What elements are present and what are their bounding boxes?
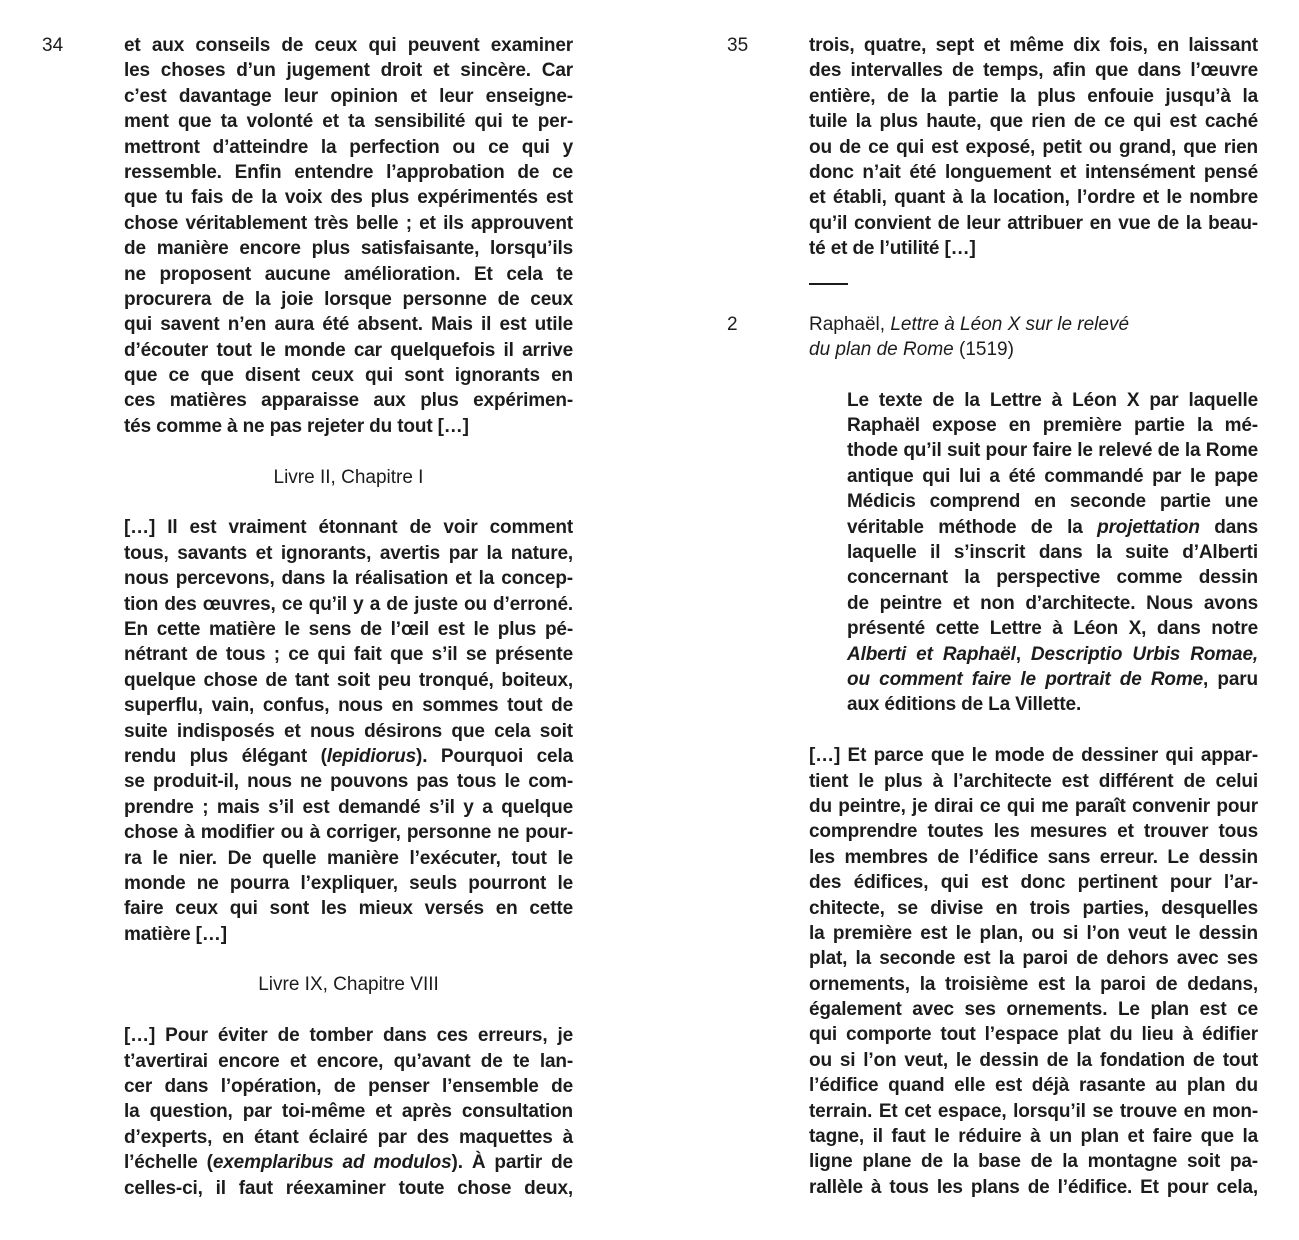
text-line: et établi, quant à la location, l’ordre et le nombre: [809, 187, 1258, 209]
text-line: Alberti et Raphaël, Descriptio Urbis Romae,: [847, 643, 1258, 665]
text-line: plat, la seconde est la paroi de dehors avec ses: [809, 948, 1258, 970]
note-introduction: [847, 388, 1258, 718]
text-line: […] Pour éviter de tomber dans ces erreurs, je: [124, 1025, 573, 1047]
text-line: Raphaël expose en première partie la mé-: [847, 415, 1258, 437]
text-line: également avec ses ornements. Le plan est ce: [809, 999, 1258, 1021]
text-line: tous, savants et ignorants, avertis par la nature,: [124, 542, 573, 564]
text-line: Médicis comprend en seconde partie une: [847, 491, 1258, 513]
text-line: té et de l’utilité […]: [809, 238, 976, 260]
text-line: ne proposent aucune amélioration. Et cela te: [124, 263, 573, 285]
text-line: quelque chose de tant soit peu tronqué, boiteux,: [124, 669, 573, 691]
text-line: c’est davantage leur opinion et leur enseigne-: [124, 85, 573, 107]
text-line: de manière encore plus satisfaisante, lorsqu’ils: [124, 238, 573, 260]
italic-term: projettation: [1097, 516, 1200, 538]
book-title: Alberti et Raphaël: [847, 643, 1016, 665]
paragraph-livre-9: [124, 1023, 573, 1201]
text-line: tagne, il faut le réduire à un plan et faire que la: [809, 1126, 1258, 1148]
text-line: présenté cette Lettre à Léon X, dans notre: [847, 618, 1258, 640]
text-line: cer dans l’opération, de penser l’ensemble de: [124, 1076, 573, 1098]
paragraph-continuation: [809, 33, 1258, 262]
text-line: les membres de l’édifice sans erreur. Le dessin: [809, 846, 1258, 868]
text-line: ces matières apparaisse aux plus expérimen-: [124, 390, 573, 412]
paragraph-livre-2: [124, 515, 573, 947]
text-line: [809, 312, 1258, 337]
text-line: qui comporte tout l’espace plat du lieu à édifier: [809, 1024, 1258, 1046]
text-line: celles-ci, il faut réexaminer toute chose deux,: [124, 1177, 573, 1199]
text-line: ou de ce qui est exposé, petit ou grand, que rien: [809, 136, 1258, 158]
text-line: Le texte de la Lettre à Léon X par laquelle: [847, 389, 1258, 411]
text-line: ligne plane de la base de la montagne soit pa-: [809, 1151, 1258, 1173]
text-line: les choses d’un jugement droit et sincère. Car: [124, 60, 573, 82]
text-line: […] Et parce que le mode de dessiner qui appar-: [809, 745, 1258, 767]
separator-rule: [809, 283, 848, 285]
text-line: chose véritablement très belle ; et ils approuvent: [124, 212, 573, 234]
text-line: rendu plus élégant (lepidiorus). Pourquoi cela: [124, 745, 573, 767]
text-line: comprendre toutes les mesures et trouver tous: [809, 821, 1258, 843]
text-line: ra le nier. De quelle manière l’exécuter, tout le: [124, 847, 573, 869]
text-line: donc n’ait été longuement et intensément pensé: [809, 161, 1258, 183]
text-line: thode qu’il suit pour faire le relevé de la Rome: [847, 440, 1258, 462]
text-line: t’avertirai encore et encore, qu’avant de te lan-: [124, 1050, 573, 1072]
text-line: que tu fais de la voix des plus expérimentés est: [124, 187, 573, 209]
text-line: des intervalles de temps, afin que dans l’œuvre: [809, 60, 1258, 82]
author: Raphaël,: [809, 313, 891, 335]
section-heading-livre-2: Livre II, Chapitre I: [273, 466, 424, 488]
text-line: de peintre et non d’architecte. Nous avons: [847, 592, 1258, 614]
page-number: 34: [42, 35, 64, 56]
text-line: rallèle à tous les plans de l’édifice. Et pour cela,: [809, 1176, 1258, 1198]
text-line: chose à modifier ou à corriger, personne ne pour-: [124, 822, 573, 844]
latin-term: exemplaribus ad modulos: [212, 1152, 452, 1174]
book-title: ou comment faire le portrait de Rome: [847, 668, 1204, 690]
note-title: [809, 312, 1258, 363]
text-line: superflu, vain, confus, nous en sommes tout de: [124, 695, 573, 717]
text-line: En cette matière le sens de l’œil est le plus pé-: [124, 618, 573, 640]
text-line: concernant la perspective comme dessin: [847, 567, 1258, 589]
text-line: tion des œuvres, ce qu’il y a de juste ou d’erroné.: [124, 593, 573, 615]
text-line: nétrant de tous ; ce qui fait que s’il se présente: [124, 644, 573, 666]
text-line: ou comment faire le portrait de Rome, paru: [847, 668, 1258, 690]
text-line: qu’il convient de leur attribuer en vue de la beau-: [809, 212, 1258, 234]
text-line: qui savent n’en aura été absent. Mais il est utile: [124, 314, 573, 336]
text-line: d’écouter tout le monde car quelquefois il arrive: [124, 339, 573, 361]
paragraph-continuation: [124, 33, 573, 439]
text-line: du peintre, je dirai ce qui me paraît convenir pour: [809, 795, 1258, 817]
text-line: monde ne pourra l’expliquer, seuls pourront le: [124, 872, 573, 894]
text-line: laquelle il s’inscrit dans la suite d’Alberti: [847, 542, 1258, 564]
note-number: 2: [727, 313, 738, 335]
year: (1519): [953, 338, 1014, 360]
text-line: mettront d’atteindre la perfection ou ce qui y: [124, 136, 573, 158]
text-line: se produit-il, nous ne pouvons pas tous le com-: [124, 771, 573, 793]
text-line: que ce que disent ceux qui sont ignorants en: [124, 365, 573, 387]
text-line: antique qui lui a été commandé par le pape: [847, 465, 1258, 487]
text-line: procurera de la joie lorsque personne de ceux: [124, 288, 573, 310]
note-heading: [727, 312, 1258, 363]
text-line: ressemble. Enfin entendre l’approbation de ce: [124, 161, 573, 183]
text-line: la question, par toi-même et après consultation: [124, 1101, 573, 1123]
quote-paragraph: [809, 743, 1258, 1200]
text-line: faire ceux qui sont les mieux versés en cette: [124, 898, 573, 920]
page-number: 35: [727, 35, 749, 56]
book-title: Descriptio Urbis Romae,: [1030, 643, 1258, 665]
text-line: ment que ta volonté et ta sensibilité qui te per-: [124, 111, 573, 133]
text-line: la première est le plan, ou si l’on veut le dessin: [809, 922, 1258, 944]
text-line: d’experts, en étant éclairé par des maquettes à: [124, 1126, 573, 1148]
text-line: et aux conseils de ceux qui peuvent examiner: [124, 35, 573, 56]
text-line: matière […]: [124, 923, 227, 945]
text-line: prendre ; mais s’il est demandé s’il y a quelque: [124, 796, 573, 818]
text-line: entière, de la partie la plus enfouie jusqu’à la: [809, 85, 1258, 107]
text-line: tés comme à ne pas rejeter du tout […]: [124, 415, 469, 437]
work-title: du plan de Rome: [809, 338, 954, 360]
text-line: terrain. Et cet espace, lorsqu’il se trouve en mon-: [809, 1100, 1258, 1122]
section-heading-livre-9: Livre IX, Chapitre VIII: [258, 974, 439, 996]
left-text-column: [124, 33, 573, 1201]
text-line: tuile la plus haute, que rien de ce qui est caché: [809, 111, 1258, 133]
right-page: [680, 0, 1299, 1240]
text-line: [809, 337, 1258, 362]
latin-term: lepidiorus: [326, 745, 417, 767]
text-line: […] Il est vraiment étonnant de voir comment: [124, 517, 573, 539]
text-line: ornements, la troisième est la paroi de dedans,: [809, 973, 1258, 995]
left-page: [0, 0, 640, 1240]
text-line: chitecte, se divise en trois parties, desquelles: [809, 897, 1258, 919]
text-line: ou si l’on veut, le dessin de la fondation de tout: [809, 1049, 1258, 1071]
text-line: des édifices, qui est donc pertinent pour l’ar-: [809, 872, 1258, 894]
text-line: l’échelle (exemplaribus ad modulos). À partir de: [124, 1152, 573, 1174]
text-line: nous percevons, dans la réalisation et la concep-: [124, 568, 573, 590]
text-line: suite indisposés et nous désirons que cela soit: [124, 720, 573, 742]
work-title: Lettre à Léon X sur le relevé: [890, 313, 1130, 335]
text-line: trois, quatre, sept et même dix fois, en laissant: [809, 35, 1258, 56]
text-line: véritable méthode de la projettation dans: [847, 516, 1258, 538]
text-line: tient le plus à l’architecte est différent de celui: [809, 770, 1258, 792]
text-line: l’édifice quand elle est déjà rasante au plan du: [809, 1075, 1258, 1097]
text-line: aux éditions de La Villette.: [847, 694, 1082, 716]
